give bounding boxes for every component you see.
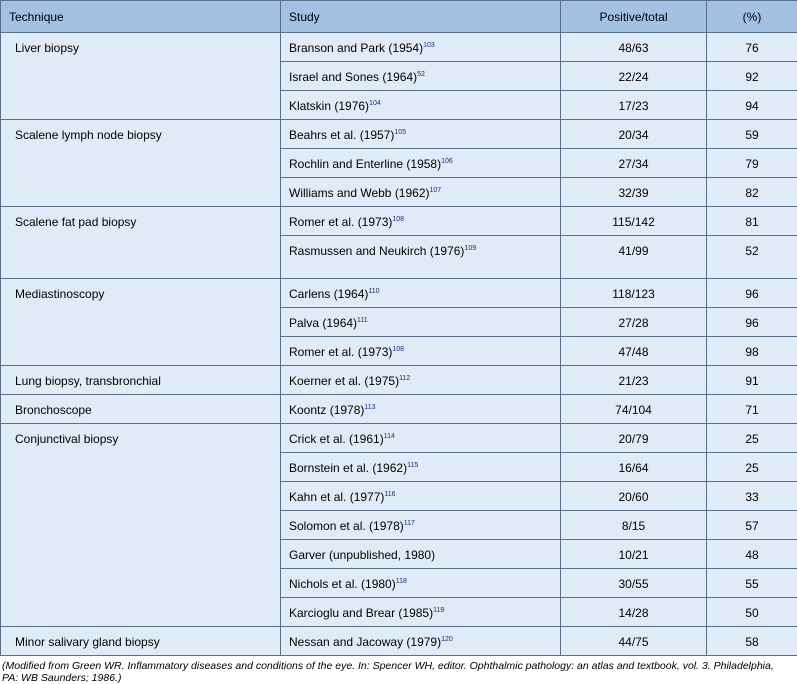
study-cell [281, 207, 561, 236]
positive-total-cell: 22/24 [561, 62, 707, 91]
positive-total-cell: 16/64 [561, 453, 707, 482]
positive-total-cell: 21/23 [561, 366, 707, 395]
positive-total-cell: 27/34 [561, 149, 707, 178]
positive-total-cell: 14/28 [561, 598, 707, 627]
reference-number: 114 [383, 433, 395, 440]
table-row [1, 395, 797, 424]
percent-cell: 96 [707, 279, 797, 308]
percent-cell: 48 [707, 540, 797, 569]
study-name: Karcioglu and Brear (1985) [289, 606, 434, 620]
study-cell [281, 482, 561, 511]
technique-cell: Bronchoscope [1, 395, 281, 424]
technique-cell: Scalene fat pad biopsy [1, 207, 281, 279]
table-row [1, 627, 797, 656]
study-cell [281, 569, 561, 598]
study-name: Palva (1964) [289, 316, 358, 330]
positive-total-cell: 30/55 [561, 569, 707, 598]
positive-total-cell: 27/28 [561, 308, 707, 337]
technique-cell: Lung biopsy, transbronchial [1, 366, 281, 395]
technique-cell: Liver biopsy [1, 33, 281, 120]
percent-cell: 96 [707, 308, 797, 337]
percent-cell: 25 [707, 453, 797, 482]
percent-cell: 81 [707, 207, 797, 236]
reference-number: 111 [357, 317, 368, 324]
study-name: Koontz (1978) [289, 403, 365, 417]
reference-number: 113 [364, 404, 376, 411]
study-name: Carlens (1964) [289, 287, 369, 301]
study-cell [281, 178, 561, 207]
study-name: Nessan and Jacoway (1979) [289, 635, 442, 649]
study-name: Crick et al. (1961) [289, 432, 384, 446]
study-name: Kahn et al. (1977) [289, 490, 385, 504]
table-row [1, 33, 797, 62]
reference-number: 103 [423, 42, 435, 49]
table-row [1, 207, 797, 236]
reference-number: 109 [464, 245, 477, 252]
study-cell [281, 120, 561, 149]
study-cell [281, 33, 561, 62]
study-name: Nichols et al. (1980) [289, 577, 396, 591]
header-row [1, 1, 797, 33]
study-name: Koerner et al. (1975) [289, 374, 400, 388]
technique-cell: Minor salivary gland biopsy [1, 627, 281, 656]
percent-cell: 91 [707, 366, 797, 395]
study-name: Rochlin and Enterline (1958) [289, 157, 442, 171]
reference-number: 118 [395, 578, 407, 585]
study-name: Rasmussen and Neukirch (1976) [289, 244, 465, 258]
reference-number: 115 [407, 462, 419, 469]
study-cell [281, 540, 561, 569]
reference-number: 108 [392, 346, 405, 353]
percent-cell: 76 [707, 33, 797, 62]
positive-total-cell: 17/23 [561, 91, 707, 120]
study-name: Branson and Park (1954) [289, 41, 424, 55]
footnote: (Modified from Green WR. Inflammatory diseases and conditions of the eye. In: Spencer WH, editor. Ophthalmic pathology: an atlas and textbook, vol. 3. Philadelphia, PA: WB Saunders; 1986.) [2, 660, 774, 684]
positive-total-cell: 47/48 [561, 337, 707, 366]
reference-number: 52 [417, 71, 425, 78]
reference-number: 107 [429, 187, 442, 194]
study-cell [281, 366, 561, 395]
positive-total-cell: 41/99 [561, 236, 707, 279]
percent-cell: 25 [707, 424, 797, 453]
reference-number: 117 [403, 520, 415, 527]
study-cell [281, 453, 561, 482]
study-cell [281, 337, 561, 366]
percent-cell: 33 [707, 482, 797, 511]
study-name: Beahrs et al. (1957) [289, 128, 395, 142]
percent-cell: 82 [707, 178, 797, 207]
positive-total-cell: 115/142 [561, 207, 707, 236]
table-row [1, 366, 797, 395]
percent-cell: 71 [707, 395, 797, 424]
reference-number: 120 [441, 636, 453, 643]
positive-total-cell: 74/104 [561, 395, 707, 424]
percent-cell: 92 [707, 62, 797, 91]
positive-total-cell: 20/79 [561, 424, 707, 453]
reference-number: 106 [441, 158, 453, 165]
technique-cell: Mediastinoscopy [1, 279, 281, 366]
study-name: Israel and Sones (1964) [289, 70, 418, 84]
table-body [1, 33, 797, 656]
percent-cell: 55 [707, 569, 797, 598]
positive-total-cell: 8/15 [561, 511, 707, 540]
reference-number: 119 [433, 607, 445, 614]
positive-total-cell: 44/75 [561, 627, 707, 656]
study-cell [281, 511, 561, 540]
reference-number: 108 [392, 216, 405, 223]
study-cell [281, 149, 561, 178]
positive-total-cell: 20/60 [561, 482, 707, 511]
positive-total-cell: 118/123 [561, 279, 707, 308]
table-row [1, 424, 797, 453]
table-row [1, 279, 797, 308]
percent-cell: 52 [707, 236, 797, 279]
table-row [1, 120, 797, 149]
study-name: Garver (unpublished, 1980) [289, 548, 436, 562]
study-cell [281, 62, 561, 91]
percent-cell: 50 [707, 598, 797, 627]
technique-cell: Conjunctival biopsy [1, 424, 281, 627]
study-cell [281, 598, 561, 627]
technique-cell: Scalene lymph node biopsy [1, 120, 281, 207]
header-study: Study [281, 1, 561, 33]
study-name: Klatskin (1976) [289, 99, 370, 113]
percent-cell: 58 [707, 627, 797, 656]
percent-cell: 79 [707, 149, 797, 178]
header-percent: (%) [707, 1, 797, 33]
header-technique: Technique [1, 1, 281, 33]
reference-number: 116 [384, 491, 396, 498]
positive-total-cell: 10/21 [561, 540, 707, 569]
study-name: Bornstein et al. (1962) [289, 461, 408, 475]
study-cell [281, 424, 561, 453]
reference-number: 110 [368, 288, 380, 295]
percent-cell: 94 [707, 91, 797, 120]
reference-number: 105 [394, 129, 407, 136]
percent-cell: 57 [707, 511, 797, 540]
study-cell [281, 279, 561, 308]
percent-cell: 59 [707, 120, 797, 149]
study-name: Romer et al. (1973) [289, 215, 393, 229]
study-cell [281, 395, 561, 424]
study-name: Williams and Webb (1962) [289, 186, 430, 200]
study-cell [281, 236, 561, 279]
percent-cell: 98 [707, 337, 797, 366]
study-cell [281, 627, 561, 656]
positive-total-cell: 48/63 [561, 33, 707, 62]
reference-number: 104 [369, 100, 381, 107]
reference-number: 112 [399, 375, 411, 382]
study-cell [281, 91, 561, 120]
header-positive-total: Positive/total [561, 1, 707, 33]
study-name: Romer et al. (1973) [289, 345, 393, 359]
positive-total-cell: 20/34 [561, 120, 707, 149]
study-name: Solomon et al. (1978) [289, 519, 404, 533]
study-cell [281, 308, 561, 337]
positive-total-cell: 32/39 [561, 178, 707, 207]
